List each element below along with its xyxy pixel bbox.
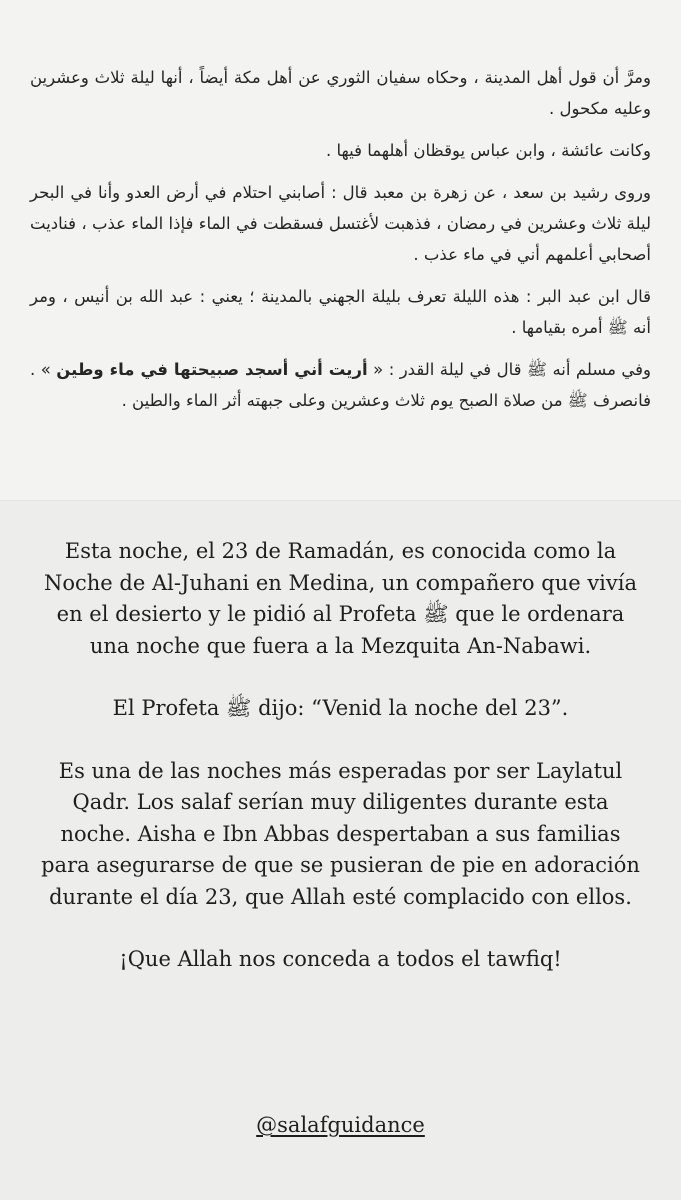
arabic-paragraph-5-intro: وفي مسلم أنه ﷺ قال في ليلة القدر : « <box>373 360 652 379</box>
arabic-paragraph-1: ومرَّ أن قول أهل المدينة ، وحكاه سفيان الثوري عن أهل مكة أيضاً ، أنها ليلة ثلاث وعشرين وعليه مكحول . <box>30 68 651 118</box>
translation-paragraph-1: Esta noche, el 23 de Ramadán, es conocida como la Noche de Al-Juhani en Medina, un compañero que vivía en el desierto y le pidió al Profeta ﷺ que le ordenara una noche que fuera a la Mezquita An-Nabawi. <box>43 539 637 658</box>
translation-paragraph-4: ¡Que Allah nos conceda a todos el tawfiq! <box>119 947 562 971</box>
translation-paragraph-3: Es una de las noches más esperadas por ser Laylatul Qadr. Los salaf serían muy diligentes durante esta noche. Aisha e Ibn Abbas despertaban a sus familias para asegurarse de que se pusieran de pie en adoración durante el día 23, que Allah esté complacido con ellos. <box>41 758 640 909</box>
arabic-paragraph-3: وروى رشيد بن سعد ، عن زهرة بن معبد قال : أصابني احتلام في أرض العدو وأنا في البحر ليلة ثلاث وعشرين في رمضان ، فذهبت لأغتسل فسقطت في الماء فإذا الماء عذب ، فناديت أصحابي أعلمهم أني في ماء عذب . <box>30 183 651 264</box>
arabic-paragraph-5 <box>30 354 651 416</box>
arabic-paragraph-2: وكانت عائشة ، وابن عباس يوقظان أهلهما فيها . <box>325 141 651 160</box>
scanned-book-excerpt <box>0 0 681 501</box>
account-handle-link[interactable]: @salafguidance <box>256 1113 425 1137</box>
spanish-translation <box>40 536 641 1007</box>
arabic-paragraph-4: قال ابن عبد البر : هذه الليلة تعرف بليلة الجهني بالمدينة ؛ يعني : عبد الله بن أنيس ، ومر أنه ﷺ أمره بقيامها . <box>30 287 651 337</box>
arabic-hadith-quote: أريت أني أسجد صبيحتها في ماء وطين <box>56 360 368 379</box>
arabic-paragraph-5-rest: » . فانصرف ﷺ من صلاة الصبح يوم ثلاث وعشرين وعلى جبهته أثر الماء والطين . <box>30 360 651 410</box>
translation-paragraph-2: El Profeta ﷺ dijo: “Venid la noche del 23”. <box>112 696 569 720</box>
arabic-text-block <box>30 62 651 427</box>
